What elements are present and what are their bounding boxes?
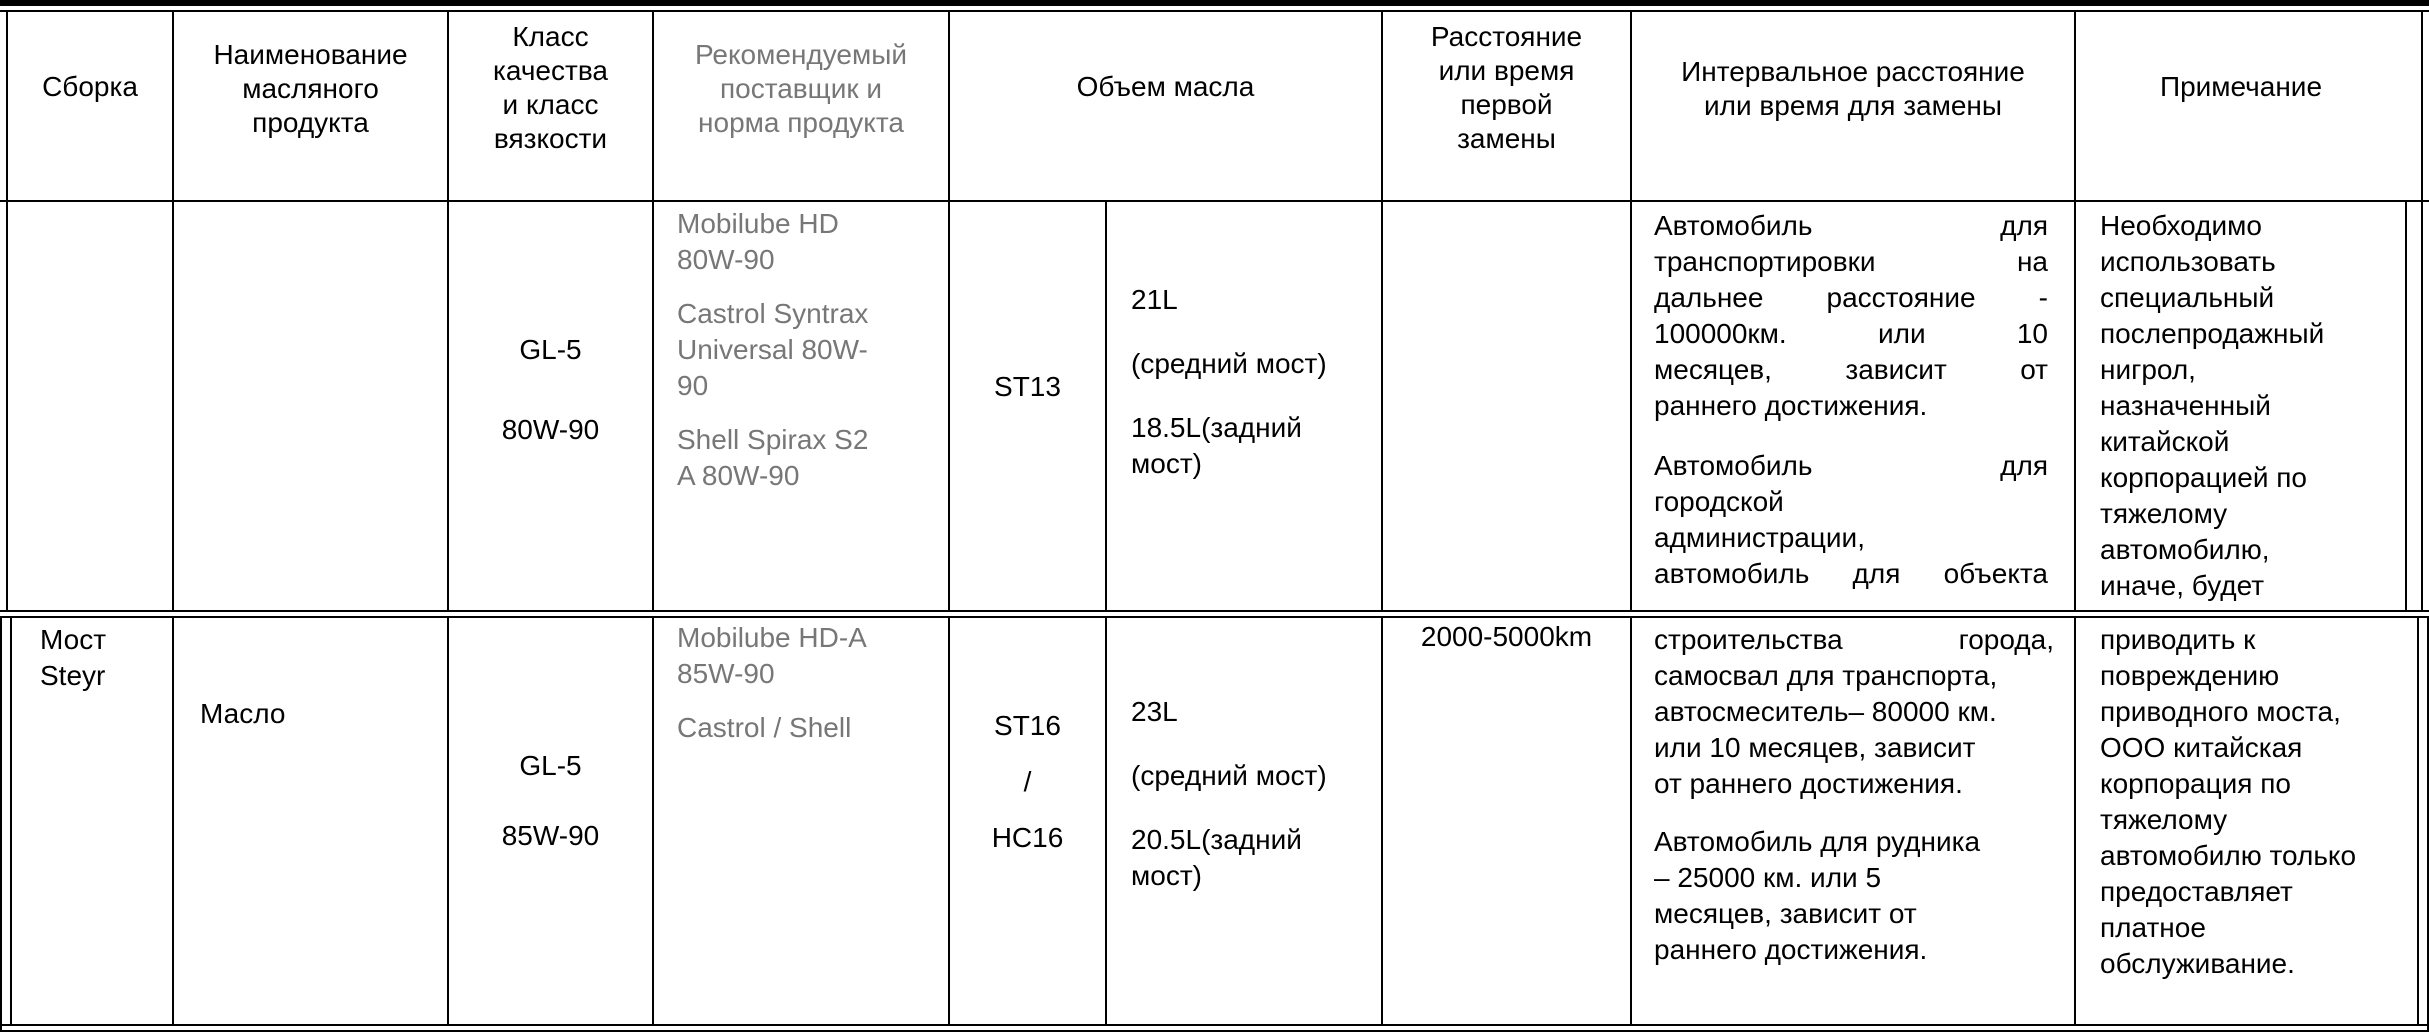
row2-suppliers: Mobilube HD-A 85W-90 Castrol / Shell [677, 622, 867, 743]
row1-model: ST13 [994, 371, 1061, 402]
header-oil-name: Наименование масляного продукта [213, 39, 408, 138]
header-volume: Объем масла [1076, 71, 1255, 102]
row2-model: ST16 / HC16 [991, 710, 1064, 853]
row2-oil-name: Масло [200, 698, 286, 729]
row1-suppliers: Mobilube HD 80W-90 Castrol Syntrax Universal 80W- 90 Shell Spirax S2 A 80W-90 [677, 208, 869, 491]
row2-assembly: Мост Steyr [40, 624, 107, 691]
header-quality: Класс качества и класс вязкости [493, 21, 608, 154]
row2-quality: GL-5 85W-90 [501, 750, 600, 851]
header-note: Примечание [2159, 71, 2323, 102]
row1-quality: GL-5 80W-90 [501, 334, 600, 445]
header-interval: Интервальное расстояние или время для замены [1681, 56, 2025, 121]
header-first-change: Расстояние или время первой замены [1430, 21, 1583, 154]
row2-volume: 23L (средний мост) 20.5L(задний мост) [1131, 696, 1327, 891]
row1-note: Необходимо использовать специальный послепродажный нигрол, назначенный китайской корпорацией по тяжелому автомобилю, иначе, будет [2100, 210, 2325, 601]
row2-interval: строительства города, самосвал для транспорта, автосмеситель– 80000 км. или 10 месяцев, зависит от раннего достижения. Автомобиль для рудника – 25000 км. или 5 месяцев, зависит от раннего достижения. [1654, 624, 2054, 965]
row1-interval: Автомобиль для транспортировки на дальнее расстояние - 100000км. или 10 месяцев, зависит от раннего достижения. Автомобиль для городской администрации, автомобиль для объекта [1654, 210, 2048, 589]
row1-volume: 21L (средний мост) 18.5L(задний мост) [1131, 284, 1327, 479]
header-supplier: Рекомендуемый поставщик и норма продукта [694, 39, 908, 138]
header-assembly: Сборка [42, 71, 138, 102]
row2-note: приводить к повреждению приводного моста, ООО китайская корпорация по тяжелому автомобилю только предоставляет платное обслуживание. [2100, 624, 2357, 979]
row2-first-change: 2000-5000km [1420, 621, 1593, 652]
